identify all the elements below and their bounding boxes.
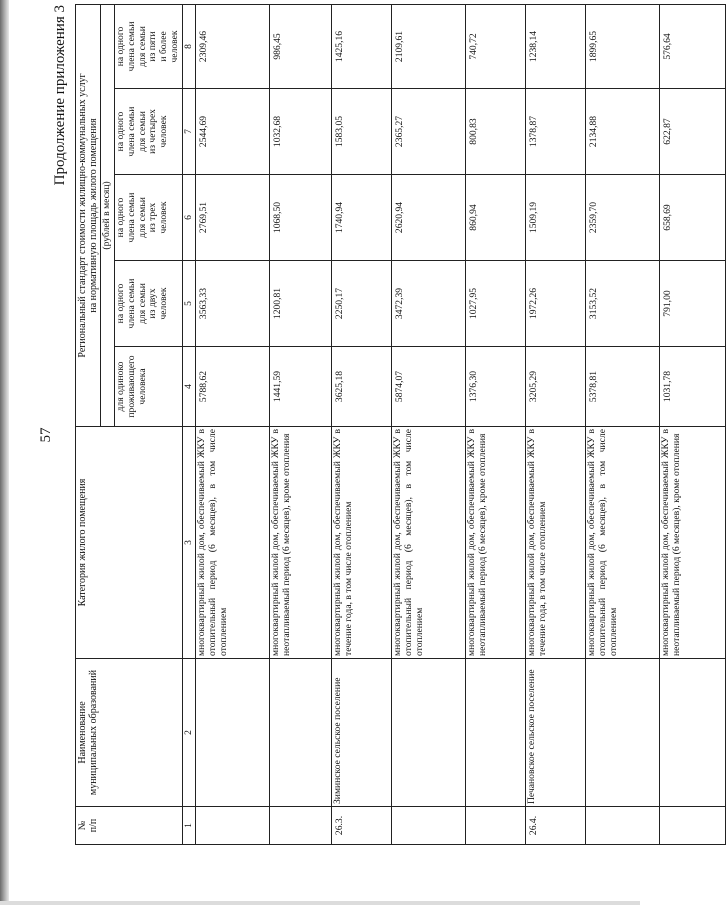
table-header (76, 4, 196, 844)
table-row (660, 4, 726, 844)
row-number: 26.4. (526, 807, 586, 845)
housing-category: многоквартирный жилой дом, обеспечиваемый ЖКУ в неотапливаемый период (6 месяцев), кроме отопления (660, 427, 726, 659)
housing-category: многоквартирный жилой дом, обеспечиваемый ЖКУ в течение года, в том числе отоплением (526, 427, 586, 659)
column-numbers-row (182, 4, 196, 844)
standard-value: 1032,68 (270, 89, 332, 175)
standard-value: 3205,29 (526, 347, 586, 427)
col-number: 5 (182, 261, 196, 347)
municipality-name (660, 659, 726, 807)
table-body (196, 4, 726, 844)
standard-value: 2769,51 (196, 175, 270, 261)
standard-value: 1441,59 (270, 347, 332, 427)
standard-value: 3563,33 (196, 261, 270, 347)
standard-value: 5874,07 (392, 347, 466, 427)
standard-value: 3472,39 (392, 261, 466, 347)
header-standard (76, 4, 101, 426)
municipality-name (466, 659, 526, 807)
standard-value: 1583,05 (332, 89, 392, 175)
standard-value: 1200,81 (270, 261, 332, 347)
col-number: 4 (182, 347, 196, 427)
table-row (332, 4, 392, 844)
standard-value: 2544,69 (196, 89, 270, 175)
standard-value: 986,45 (270, 4, 332, 88)
col-number: 2 (182, 659, 196, 807)
header-standard-line1: Региональный стандарт стоимости жилищно-коммунальных услуг (77, 73, 88, 358)
municipality-name (196, 659, 270, 807)
standard-value: 1378,87 (526, 89, 586, 175)
municipality-name (392, 659, 466, 807)
municipality-name: Печановское сельское поселение (526, 659, 586, 807)
standard-value: 1425,16 (332, 4, 392, 88)
housing-category: многоквартирный жилой дом, обеспечиваемый ЖКУ в отопительный период (6 месяцев), в том числе отоплением (392, 427, 466, 659)
standard-value: 1376,30 (466, 347, 526, 427)
standard-value: 2250,17 (332, 261, 392, 347)
row-number (196, 807, 270, 845)
municipality-name: Зиминское сельское поселение (332, 659, 392, 807)
standard-value: 5788,62 (196, 347, 270, 427)
header-col-family-4: на одного члена семьи для семьи из четырех человек (115, 89, 182, 175)
standard-value: 3153,52 (586, 261, 660, 347)
housing-standard-table (75, 4, 726, 845)
header-num: № п/п (76, 807, 183, 845)
municipality-name (586, 659, 660, 807)
col-number: 6 (182, 175, 196, 261)
col-number: 1 (182, 807, 196, 845)
standard-value: 2309,46 (196, 4, 270, 88)
col-number: 3 (182, 427, 196, 659)
standard-value: 1509,19 (526, 175, 586, 261)
standard-value: 740,72 (466, 4, 526, 88)
standard-value: 1972,26 (526, 261, 586, 347)
header-standard-unit: (рублей в месяц) (101, 4, 115, 426)
table-row (526, 4, 586, 844)
appendix-note: Продолжение приложения 3 (52, 5, 68, 186)
standard-value: 622,87 (660, 89, 726, 175)
header-col-family-2: на одного члена семьи для семьи из двух человек (115, 261, 182, 347)
housing-category: многоквартирный жилой дом, обеспечиваемый ЖКУ в течение года, в том числе отоплением (332, 427, 392, 659)
standard-value: 3625,18 (332, 347, 392, 427)
table-row (586, 4, 660, 844)
standard-value: 1899,65 (586, 4, 660, 88)
header-category: Категория жилого помещения (76, 427, 183, 659)
header-col-family-5: на одного члена семьи для семьи из пяти и более человек (115, 4, 182, 88)
standard-value: 2134,88 (586, 89, 660, 175)
header-col-family-3: на одного члена семьи для семьи из трех человек (115, 175, 182, 261)
housing-category: многоквартирный жилой дом, обеспечиваемый ЖКУ в отопительный период (6 месяцев), в том числе отоплением (586, 427, 660, 659)
standard-value: 1027,95 (466, 261, 526, 347)
standard-value: 791,00 (660, 261, 726, 347)
header-name: Наименование муниципальных образований (76, 659, 183, 807)
col-number: 7 (182, 89, 196, 175)
standard-value: 576,64 (660, 4, 726, 88)
housing-category: многоквартирный жилой дом, обеспечиваемый ЖКУ в отопительный период (6 месяцев), в том числе отоплением (196, 427, 270, 659)
housing-category: многоквартирный жилой дом, обеспечиваемый ЖКУ в неотапливаемый период (6 месяцев), кроме отопления (270, 427, 332, 659)
standard-value: 1740,94 (332, 175, 392, 261)
table-row (392, 4, 466, 844)
standard-value: 1031,78 (660, 347, 726, 427)
standard-value: 2109,61 (392, 4, 466, 88)
standard-value: 860,94 (466, 175, 526, 261)
row-number: 26.3. (332, 807, 392, 845)
row-number (586, 807, 660, 845)
header-col-single: для одиноко проживающего человека (115, 347, 182, 427)
standard-value: 1238,14 (526, 4, 586, 88)
standard-value: 2620,94 (392, 175, 466, 261)
standard-value: 5378,81 (586, 347, 660, 427)
col-number: 8 (182, 4, 196, 88)
standard-value: 2359,70 (586, 175, 660, 261)
row-number (660, 807, 726, 845)
table-row (270, 4, 332, 844)
table-row (196, 4, 270, 844)
standard-value: 1068,50 (270, 175, 332, 261)
row-number (392, 807, 466, 845)
table-row (466, 4, 526, 844)
standard-value: 800,83 (466, 89, 526, 175)
standard-value: 658,69 (660, 175, 726, 261)
page-number: 57 (38, 427, 54, 443)
standard-value: 2365,27 (392, 89, 466, 175)
row-number (270, 807, 332, 845)
header-standard-line2: на нормативную площадь жилого помещения (88, 118, 100, 313)
row-number (466, 807, 526, 845)
housing-category: многоквартирный жилой дом, обеспечиваемый ЖКУ в неотапливаемый период (6 месяцев), кроме отопления (466, 427, 526, 659)
municipality-name (270, 659, 332, 807)
